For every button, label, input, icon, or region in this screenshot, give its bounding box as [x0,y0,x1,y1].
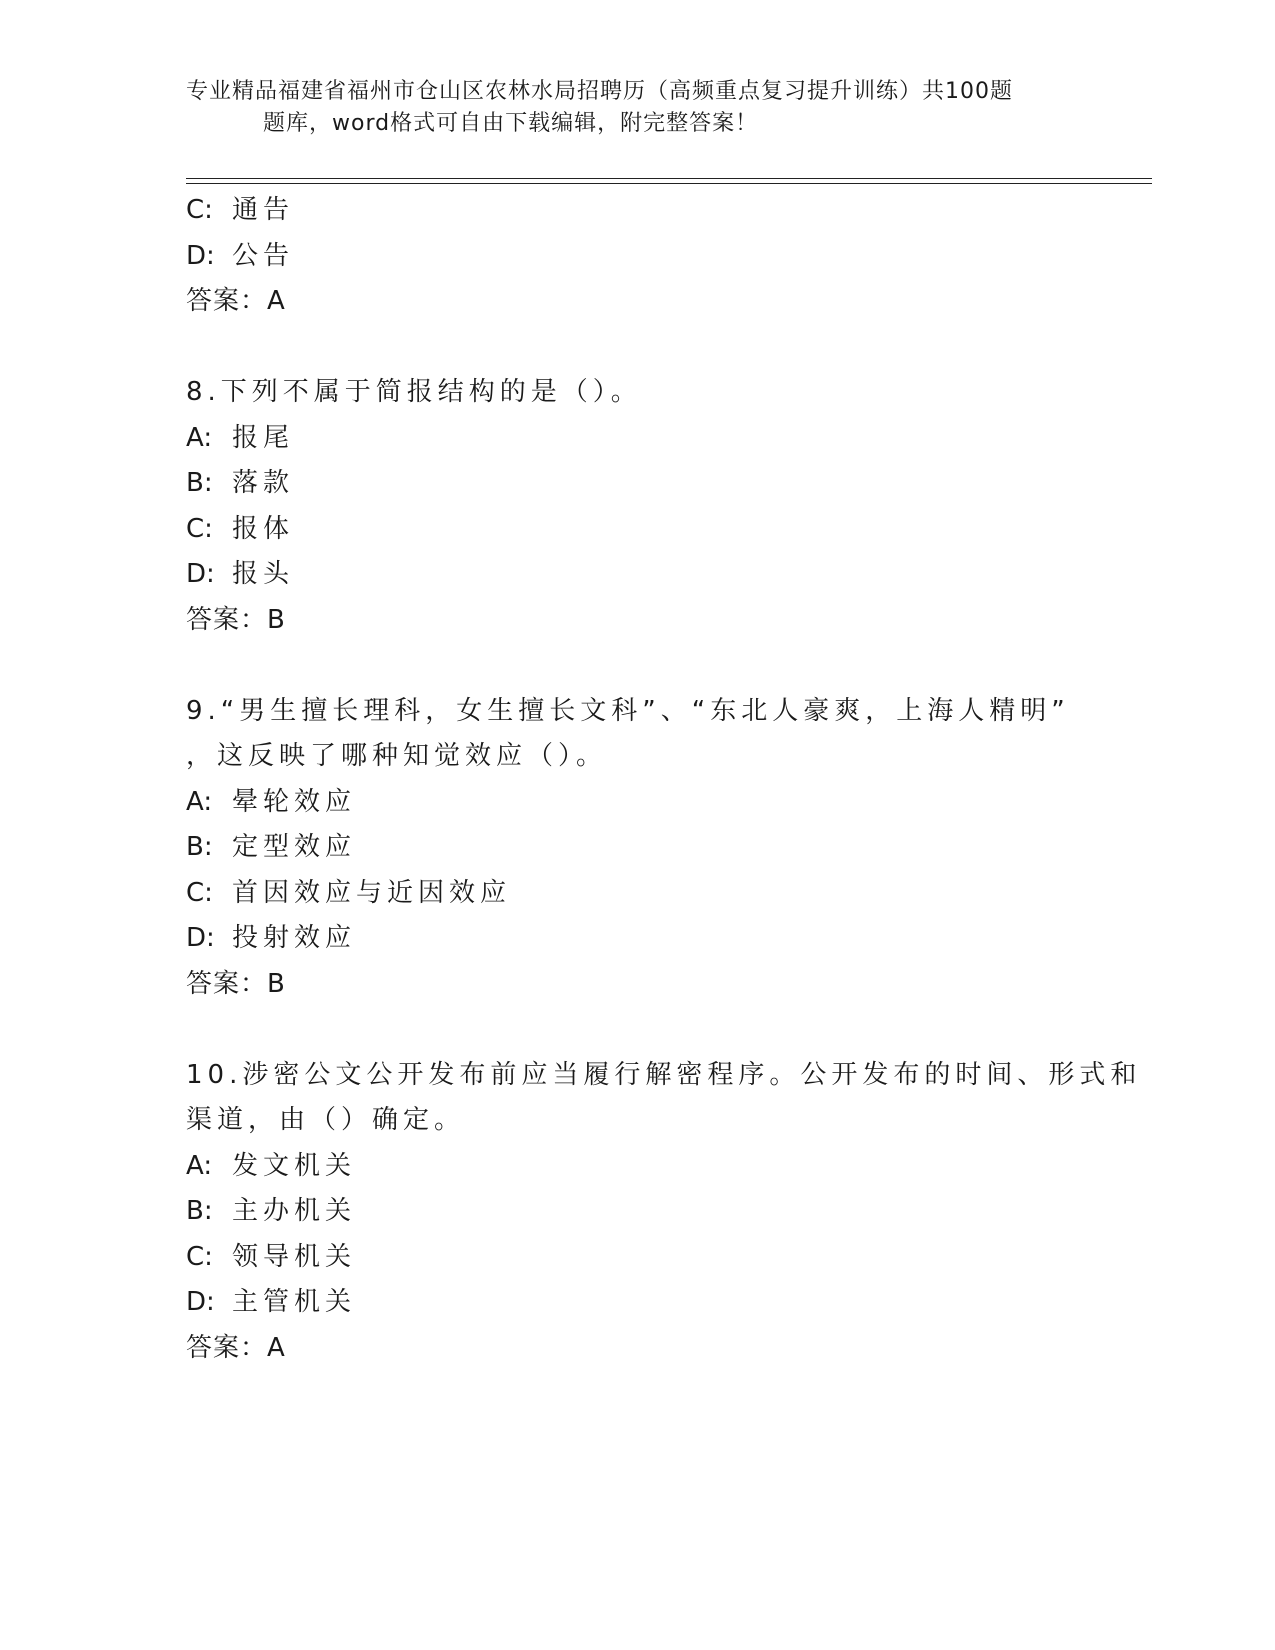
option-key: D: [186,559,215,589]
option-line [186,1144,1086,1190]
answer-line: 答案：B [186,604,286,635]
option-line [186,416,1086,462]
option-line [186,234,1086,280]
answer-line: 答案：A [186,1332,286,1363]
option-line [186,1235,1086,1281]
option-line [186,461,1086,507]
answer-line: 答案：B [186,968,286,999]
option-key: B: [186,832,213,862]
header-divider-bottom [186,183,1152,184]
option-text: 首因效应与近因效应 [232,877,512,908]
option-text: 晕轮效应 [232,786,357,817]
option-text: 领导机关 [232,1241,357,1272]
option-key: C: [186,877,213,908]
document-header [186,76,1086,140]
option-text: 公告 [232,240,295,271]
question-stem: 9.“男生擅长理科，女生擅长文科”、“东北人豪爽，上海人精明” [186,695,1070,726]
question-content [186,188,1142,1371]
option-key: C: [186,1241,213,1272]
header-title-line-1: 专业精品福建省福州市仓山区农林水局招聘历（高频重点复习提升训练）共100题 [186,79,1013,104]
option-key: C: [186,195,213,225]
option-text: 主办机关 [232,1196,357,1226]
spacer [186,325,1086,371]
option-text: 报体 [232,513,295,544]
question-stem: 10.涉密公文公开发布前应当履行解密程序。公开发布的时间、形式和 [186,1059,1142,1090]
option-line [186,1280,1086,1326]
spacer [186,643,1086,689]
header-title-line-2: 题库，word格式可自由下载编辑，附完整答案！ [263,111,759,136]
answer-line: 答案：A [186,286,286,316]
option-key: C: [186,513,213,544]
option-line [186,507,1086,553]
option-text: 通告 [232,195,295,225]
option-text: 报尾 [232,422,295,453]
option-line [186,1189,1086,1235]
header-divider-top [186,178,1152,179]
option-text: 报头 [232,559,295,589]
option-key: D: [186,1287,215,1317]
option-key: A: [186,786,213,817]
option-text: 主管机关 [232,1287,357,1317]
option-key: A: [186,422,213,453]
option-line [186,825,1086,871]
option-line [186,871,1086,917]
option-line [186,916,1086,962]
option-line [186,780,1086,826]
question-stem: ，这反映了哪种知觉效应（）。 [186,741,608,771]
question-stem: 渠道，由（）确定。 [186,1105,466,1135]
option-text: 定型效应 [232,832,357,862]
option-text: 投射效应 [232,923,357,953]
option-key: A: [186,1150,213,1181]
option-text: 发文机关 [232,1150,357,1181]
option-text: 落款 [232,468,295,498]
option-key: B: [186,468,213,498]
option-key: D: [186,240,215,271]
option-line [186,552,1086,598]
option-key: B: [186,1196,213,1226]
option-line [186,188,1086,234]
question-stem: 8.下列不属于简报结构的是（）。 [186,377,642,407]
option-key: D: [186,923,215,953]
spacer [186,1007,1086,1053]
